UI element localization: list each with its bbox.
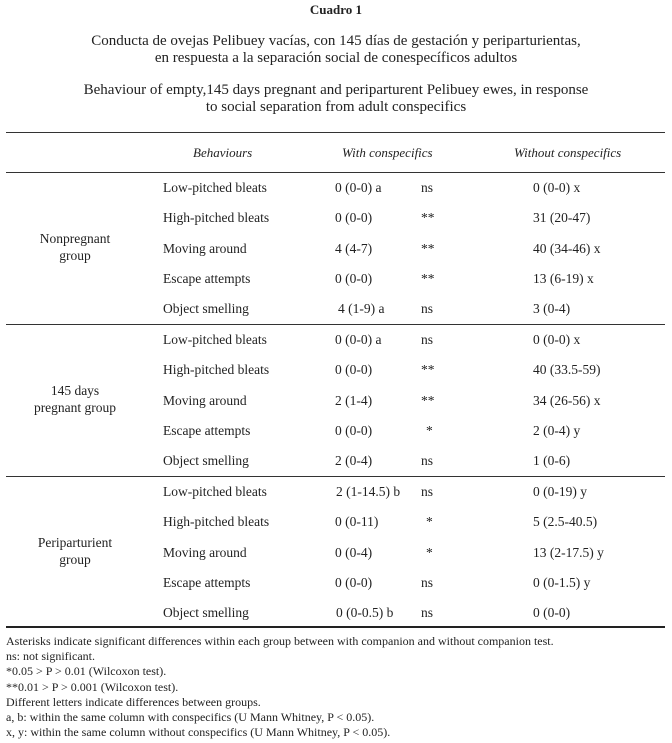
with-conspecifics-cell: 2 (1-4) — [335, 392, 373, 408]
with-conspecifics-cell: 4 (4-7) — [335, 240, 373, 256]
title-spanish-line: en respuesta a la separación social de conespecíficos adultos — [154, 50, 518, 66]
group-label — [0, 534, 150, 568]
without-conspecifics-cell: 0 (0-0) — [533, 605, 571, 621]
with-conspecifics-cell: 0 (0-0) a — [335, 332, 382, 347]
significance-cell: ns — [421, 332, 434, 347]
group-label — [0, 230, 150, 264]
footnote: a, b: within the same column with conspecifics (U Mann Whitney, P < 0.05). — [6, 710, 375, 725]
without-conspecifics-cell: 2 (0-4) y — [533, 422, 581, 438]
without-conspecifics-cell: 3 (0-4) — [533, 301, 571, 317]
with-conspecifics-cell: 0 (0-0) — [335, 422, 373, 438]
with-conspecifics-cell: 2 (0-4) — [335, 453, 373, 469]
group-divider — [6, 476, 665, 477]
behaviour-cell: Escape attempts — [163, 422, 251, 438]
significance-cell: ** — [421, 210, 435, 226]
with-conspecifics-cell: 0 (0-0) — [335, 270, 373, 286]
with-conspecifics-cell: 0 (0-0) — [335, 362, 373, 378]
behaviour-cell: Moving around — [163, 240, 247, 256]
title-spanish — [0, 33, 672, 67]
behaviour-cell: High-pitched bleats — [163, 514, 270, 530]
with-conspecifics-cell: 0 (0-11) — [335, 514, 379, 530]
without-conspecifics-cell: 0 (0-0) x — [533, 332, 581, 347]
without-conspecifics-cell: 0 (0-0) x — [533, 180, 581, 195]
with-conspecifics-cell: 0 (0-0) — [335, 574, 373, 590]
without-conspecifics-cell: 31 (20-47) — [533, 210, 591, 226]
without-conspecifics-cell: 5 (2.5-40.5) — [533, 514, 598, 530]
behaviour-cell: Object smelling — [163, 301, 249, 317]
behaviour-cell: High-pitched bleats — [163, 362, 270, 378]
table-label: Cuadro 1 — [309, 2, 363, 17]
behaviour-cell: Low-pitched bleats — [163, 484, 267, 499]
significance-cell: ** — [421, 240, 435, 256]
behaviour-cell: Escape attempts — [163, 574, 251, 590]
footnote: Asterisks indicate significant differences within each group between with companion and without companion test. — [6, 634, 554, 648]
significance-cell: * — [426, 544, 433, 560]
significance-cell: ns — [421, 301, 434, 317]
significance-cell: ns — [421, 180, 434, 195]
with-conspecifics-cell: 0 (0-0) a — [335, 180, 382, 195]
header-rule — [6, 172, 665, 173]
behaviour-cell: Low-pitched bleats — [163, 180, 267, 195]
footnote: Different letters indicate differences between groups. — [6, 694, 261, 709]
behaviour-cell: Escape attempts — [163, 270, 251, 286]
footnote: x, y: within the same column without conspecifics (U Mann Whitney, P < 0.05). — [6, 725, 391, 740]
header-with-conspecifics: With conspecifics — [342, 145, 433, 160]
group-label — [0, 382, 150, 416]
significance-cell: ns — [421, 605, 434, 621]
table-top-rule — [6, 132, 665, 133]
significance-cell: * — [426, 422, 433, 438]
with-conspecifics-cell: 4 (1-9) a — [338, 301, 385, 317]
footnote: ns: not significant. — [6, 649, 95, 664]
table-bottom-rule — [6, 626, 665, 628]
group-divider — [6, 324, 665, 325]
without-conspecifics-cell: 40 (33.5-59) — [533, 362, 601, 378]
group-label-line: 145 days — [50, 383, 100, 398]
significance-cell: ** — [421, 392, 435, 408]
footnotes — [6, 634, 554, 740]
header-behaviours: Behaviours — [193, 145, 253, 160]
group-label-line: group — [59, 248, 91, 263]
behaviour-cell: Object smelling — [163, 605, 249, 621]
title-english-line: to social separation from adult conspecifics — [205, 99, 467, 115]
behaviour-cell: Object smelling — [163, 453, 249, 469]
significance-cell: * — [426, 514, 433, 530]
title-spanish-line: Conducta de ovejas Pelibuey vacías, con 145 días de gestación y periparturientas, — [91, 33, 581, 49]
header-without-conspecifics: Without conspecifics — [514, 145, 622, 160]
title-english — [0, 82, 672, 116]
with-conspecifics-cell: 2 (1-14.5) b — [336, 484, 401, 499]
significance-cell: ns — [421, 453, 434, 469]
behaviour-cell: High-pitched bleats — [163, 210, 270, 226]
without-conspecifics-cell: 34 (26-56) x — [533, 392, 601, 408]
group-label-line: Periparturient — [37, 535, 113, 550]
without-conspecifics-cell: 1 (0-6) — [533, 453, 571, 469]
significance-cell: ** — [421, 362, 435, 378]
without-conspecifics-cell: 40 (34-46) x — [533, 240, 601, 256]
with-conspecifics-cell: 0 (0-0) — [335, 210, 373, 226]
behaviour-cell: Low-pitched bleats — [163, 332, 267, 347]
group-label-line: pregnant group — [33, 400, 117, 415]
title-english-line: Behaviour of empty,145 days pregnant and periparturent Pelibuey ewes, in response — [83, 82, 589, 98]
significance-cell: ** — [421, 270, 435, 286]
significance-cell: ns — [421, 574, 434, 590]
behaviour-cell: Moving around — [163, 392, 247, 408]
significance-cell: ns — [421, 484, 434, 499]
behaviour-cell: Moving around — [163, 544, 247, 560]
without-conspecifics-cell: 13 (2-17.5) y — [533, 544, 604, 560]
without-conspecifics-cell: 13 (6-19) x — [533, 270, 594, 286]
without-conspecifics-cell: 0 (0-1.5) y — [533, 574, 591, 590]
group-label-line: Nonpregnant — [39, 231, 111, 246]
without-conspecifics-cell: 0 (0-19) y — [533, 484, 587, 499]
with-conspecifics-cell: 0 (0-4) — [335, 544, 373, 560]
with-conspecifics-cell: 0 (0-0.5) b — [336, 605, 394, 621]
footnote: *0.05 > P > 0.01 (Wilcoxon test). — [6, 664, 167, 679]
footnote: **0.01 > P > 0.001 (Wilcoxon test). — [6, 679, 179, 694]
group-label-line: group — [59, 552, 91, 567]
